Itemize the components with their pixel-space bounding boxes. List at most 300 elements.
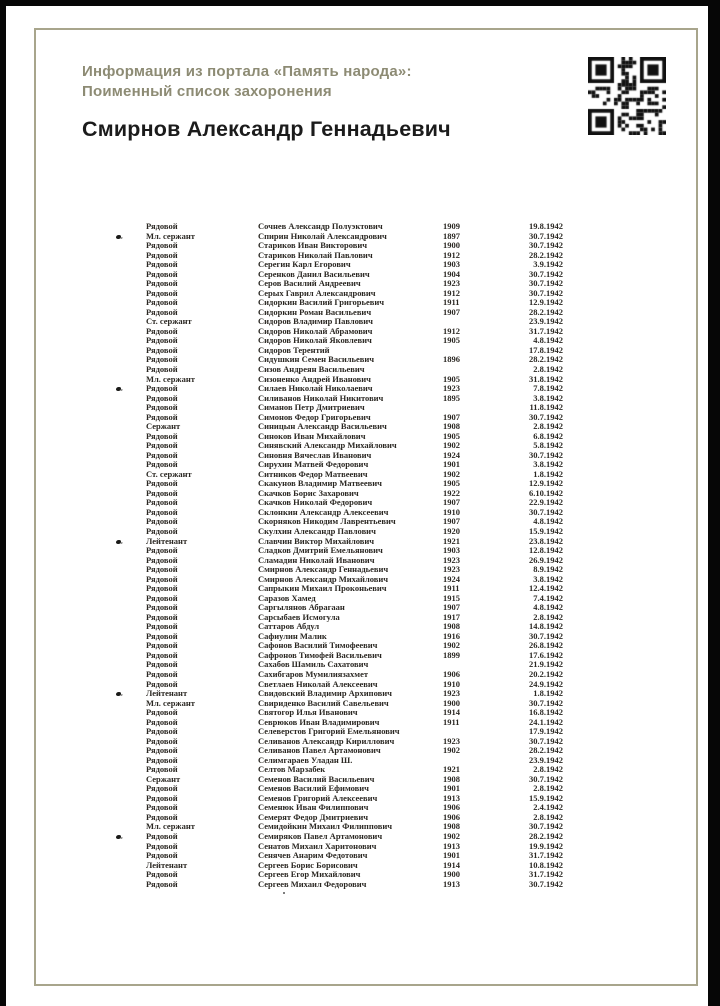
table-row — [110, 756, 570, 766]
row-margin — [110, 680, 146, 690]
birth-year-cell: 1912 — [443, 249, 460, 260]
row-margin — [110, 737, 146, 747]
death-date-cell: 15.9.1942 — [529, 526, 563, 536]
name-cell: Свидовский Владимир Архипович — [258, 689, 392, 699]
death-date-cell: 30.7.1942 — [529, 735, 563, 746]
row-margin — [110, 327, 146, 337]
name-cell: Силаев Николай Николаевич — [258, 384, 373, 394]
rank-cell: Рядовой — [146, 784, 178, 794]
table-row — [110, 308, 570, 318]
row-margin — [110, 298, 146, 308]
death-date-cell: 12.9.1942 — [529, 297, 563, 308]
birth-year-cell: 1923 — [443, 688, 460, 699]
row-margin — [110, 870, 146, 880]
name-cell: Сидоров Николай Яковлевич — [258, 336, 372, 346]
name-cell: Саргылянов Абрагаан — [258, 603, 345, 613]
name-cell: Сидоров Николай Абрамович — [258, 326, 373, 336]
burial-list — [110, 222, 570, 889]
birth-year-cell: 1923 — [443, 278, 460, 289]
birth-year-cell: 1916 — [443, 630, 460, 641]
rank-cell: Рядовой — [146, 345, 178, 355]
name-cell: Сапрыкин Михаил Проконьевич — [258, 584, 387, 594]
birth-year-cell: 1906 — [443, 802, 460, 813]
rank-cell: Рядовой — [146, 241, 178, 251]
table-row — [110, 651, 570, 661]
birth-year-cell: 1902 — [443, 640, 460, 651]
ink-mark — [110, 384, 146, 394]
table-row — [110, 527, 570, 537]
row-margin — [110, 584, 146, 594]
table-row — [110, 613, 570, 623]
birth-year-cell: 1921 — [443, 535, 460, 546]
row-margin — [110, 498, 146, 508]
death-date-cell: 30.7.1942 — [529, 268, 563, 279]
death-date-cell: 7.4.1942 — [533, 592, 563, 603]
death-date-cell: 24.9.1942 — [529, 678, 563, 689]
birth-year-cell: 1913 — [443, 878, 460, 889]
name-cell: Саразов Хамед — [258, 593, 316, 603]
row-margin — [110, 880, 146, 890]
portal-subtitle-line1: Информация из портала «Память народа»: — [82, 63, 412, 80]
birth-year-cell: 1900 — [443, 869, 460, 880]
row-margin — [110, 603, 146, 613]
row-margin — [110, 565, 146, 575]
table-row — [110, 556, 570, 566]
birth-year-cell: 1907 — [443, 497, 460, 508]
table-row — [110, 575, 570, 585]
row-margin — [110, 346, 146, 356]
table-row — [110, 384, 570, 394]
birth-year-cell: 1908 — [443, 621, 460, 632]
rank-cell: Рядовой — [146, 727, 178, 737]
death-date-cell: 7.8.1942 — [533, 383, 563, 394]
rank-cell: Рядовой — [146, 669, 178, 679]
table-row — [110, 432, 570, 442]
death-date-cell: 3.8.1942 — [533, 573, 563, 584]
birth-year-cell: 1914 — [443, 707, 460, 718]
name-cell: Стариков Иван Викторович — [258, 241, 368, 251]
row-margin — [110, 441, 146, 451]
name-cell: Скачков Борис Захарович — [258, 488, 359, 498]
rank-cell: Рядовой — [146, 403, 178, 413]
name-cell: Сизов Андреян Васильевич — [258, 364, 365, 374]
death-date-cell: 12.9.1942 — [529, 478, 563, 489]
table-row — [110, 260, 570, 270]
row-margin — [110, 784, 146, 794]
birth-year-cell: 1903 — [443, 545, 460, 556]
portal-subtitle-line2: Поименный список захоронения — [82, 82, 332, 100]
rank-cell: Рядовой — [146, 584, 178, 594]
name-cell: Сафиулин Малик — [258, 631, 327, 641]
name-cell: Сидоркин Василий Григорьевич — [258, 298, 385, 308]
table-row — [110, 813, 570, 823]
row-margin — [110, 251, 146, 261]
birth-year-cell: 1901 — [443, 783, 460, 794]
row-margin — [110, 260, 146, 270]
table-row — [110, 375, 570, 385]
table-row — [110, 470, 570, 480]
rank-cell: Рядовой — [146, 250, 178, 260]
rank-cell: Рядовой — [146, 641, 178, 651]
birth-year-cell: 1903 — [443, 259, 460, 270]
row-margin — [110, 708, 146, 718]
ink-mark-blob — [116, 692, 121, 696]
row-margin — [110, 556, 146, 566]
birth-year-cell: 1906 — [443, 668, 460, 679]
birth-year-cell: 1924 — [443, 449, 460, 460]
row-margin — [110, 375, 146, 385]
row-margin — [110, 451, 146, 461]
rank-cell: Рядовой — [146, 488, 178, 498]
rank-cell: Рядовой — [146, 441, 178, 451]
name-cell: Синицын Александр Васильевич — [258, 422, 387, 432]
rank-cell: Рядовой — [146, 498, 178, 508]
table-row — [110, 660, 570, 670]
name-cell: Семиряков Павел Артамонович — [258, 832, 383, 841]
death-date-cell: 2.4.1942 — [533, 802, 563, 813]
row-margin — [110, 641, 146, 651]
table-row — [110, 803, 570, 813]
death-date-cell: 2.8.1942 — [533, 363, 563, 374]
row-margin — [110, 718, 146, 728]
rank-cell: Рядовой — [146, 269, 178, 279]
birth-year-cell: 1907 — [443, 516, 460, 527]
death-date-cell: 5.8.1942 — [533, 440, 563, 451]
death-date-cell: 22.9.1942 — [529, 497, 563, 508]
row-margin — [110, 861, 146, 871]
birth-year-cell: 1904 — [443, 268, 460, 279]
birth-year-cell: 1921 — [443, 764, 460, 775]
death-date-cell: 31.8.1942 — [529, 373, 563, 384]
birth-year-cell: 1907 — [443, 602, 460, 613]
table-row — [110, 289, 570, 299]
table-row — [110, 794, 570, 804]
rank-cell: Рядовой — [146, 527, 178, 536]
row-margin — [110, 813, 146, 823]
death-date-cell: 31.7.1942 — [529, 850, 563, 861]
death-date-cell: 6.10.1942 — [529, 487, 563, 498]
rank-cell: Рядовой — [146, 574, 178, 584]
death-date-cell: 23.9.1942 — [529, 316, 563, 327]
name-cell: Сидоров Владимир Павлович — [258, 317, 373, 327]
row-margin — [110, 517, 146, 527]
death-date-cell: 21.9.1942 — [529, 659, 563, 670]
table-row — [110, 632, 570, 642]
birth-year-cell: 1905 — [443, 478, 460, 489]
table-row — [110, 460, 570, 470]
death-date-cell: 23.9.1942 — [529, 754, 563, 765]
birth-year-cell: 1912 — [443, 287, 460, 298]
rank-cell: Рядовой — [146, 612, 178, 622]
rank-cell: Рядовой — [146, 555, 178, 565]
death-date-cell: 3.9.1942 — [533, 259, 563, 270]
row-margin — [110, 546, 146, 556]
rank-cell: Рядовой — [146, 260, 178, 270]
birth-year-cell: 1897 — [443, 230, 460, 241]
row-margin — [110, 289, 146, 299]
name-cell: Смирнов Александр Геннадьевич — [258, 565, 389, 575]
table-row — [110, 222, 570, 232]
name-cell: Сламадин Николай Иванович — [258, 555, 375, 565]
death-date-cell: 12.8.1942 — [529, 545, 563, 556]
birth-year-cell: 1908 — [443, 821, 460, 832]
table-row — [110, 298, 570, 308]
birth-year-cell: 1902 — [443, 468, 460, 479]
row-margin — [110, 822, 146, 832]
birth-year-cell: 1923 — [443, 564, 460, 575]
row-margin — [110, 355, 146, 365]
birth-year-cell: 1908 — [443, 773, 460, 784]
name-cell: Семенов Василий Ефимович — [258, 784, 369, 794]
death-date-cell: 23.8.1942 — [529, 535, 563, 546]
table-row — [110, 870, 570, 880]
birth-year-cell: 1900 — [443, 240, 460, 251]
birth-year-cell: 1906 — [443, 811, 460, 822]
name-cell: Синявский Александр Михайлович — [258, 441, 397, 451]
death-date-cell: 31.7.1942 — [529, 869, 563, 880]
rank-cell: Рядовой — [146, 279, 178, 289]
name-cell: Силиванов Николай Никитович — [258, 393, 384, 403]
death-date-cell: 15.9.1942 — [529, 792, 563, 803]
death-date-cell: 16.8.1942 — [529, 707, 563, 718]
name-cell: Свириденко Василий Савельевич — [258, 698, 389, 708]
table-row — [110, 689, 570, 699]
table-row — [110, 355, 570, 365]
rank-cell: Сержант — [146, 422, 181, 432]
birth-year-cell: 1913 — [443, 792, 460, 803]
birth-year-cell: 1911 — [443, 716, 460, 727]
rank-cell: Рядовой — [146, 384, 178, 394]
row-margin — [110, 622, 146, 632]
birth-year-cell: 1901 — [443, 850, 460, 861]
rank-cell: Рядовой — [146, 326, 178, 336]
name-cell: Семенюк Иван Филиппович — [258, 803, 369, 813]
name-cell: Сенатов Михаил Харитонович — [258, 841, 377, 851]
table-row — [110, 546, 570, 556]
name-cell: Синовня Вячеслав Иванович — [258, 450, 372, 460]
row-margin — [110, 851, 146, 861]
table-row — [110, 680, 570, 690]
table-row — [110, 365, 570, 375]
death-date-cell: 28.2.1942 — [529, 249, 563, 260]
rank-cell: Рядовой — [146, 851, 178, 861]
birth-year-cell: 1905 — [443, 430, 460, 441]
death-date-cell: 1.8.1942 — [533, 468, 563, 479]
page-title: Смирнов Александр Геннадьевич — [82, 117, 451, 141]
table-row — [110, 498, 570, 508]
row-margin — [110, 336, 146, 346]
death-date-cell: 30.7.1942 — [529, 697, 563, 708]
name-cell: Селиванов Павел Артамонович — [258, 746, 381, 756]
rank-cell: Рядовой — [146, 546, 178, 556]
rank-cell: Рядовой — [146, 736, 178, 746]
table-row — [110, 670, 570, 680]
row-margin — [110, 479, 146, 489]
row-margin — [110, 470, 146, 480]
portal-subtitle — [82, 62, 542, 101]
row-margin — [110, 727, 146, 737]
table-row — [110, 822, 570, 832]
rank-cell: Рядовой — [146, 660, 178, 670]
birth-year-cell: 1907 — [443, 306, 460, 317]
name-cell: Сенячев Анарим Федотович — [258, 851, 368, 861]
rank-cell: Рядовой — [146, 517, 178, 527]
birth-year-cell: 1923 — [443, 554, 460, 565]
table-row — [110, 861, 570, 871]
table-row — [110, 422, 570, 432]
death-date-cell: 28.2.1942 — [529, 354, 563, 365]
table-row — [110, 517, 570, 527]
row-margin — [110, 575, 146, 585]
row-margin — [110, 308, 146, 318]
row-margin — [110, 699, 146, 709]
row-margin — [110, 279, 146, 289]
death-date-cell: 30.7.1942 — [529, 411, 563, 422]
row-margin — [110, 394, 146, 404]
row-margin — [110, 613, 146, 623]
rank-cell: Рядовой — [146, 793, 178, 803]
table-row — [110, 251, 570, 261]
row-margin — [110, 317, 146, 327]
table-row — [110, 279, 570, 289]
birth-year-cell: 1901 — [443, 459, 460, 470]
table-row — [110, 327, 570, 337]
birth-year-cell: 1900 — [443, 697, 460, 708]
name-cell: Серегин Карл Егорович — [258, 260, 351, 270]
death-date-cell: 31.7.1942 — [529, 325, 563, 336]
death-date-cell: 2.8.1942 — [533, 764, 563, 775]
name-cell: Сергеев Борис Борисович — [258, 860, 358, 870]
birth-year-cell: 1895 — [443, 392, 460, 403]
death-date-cell: 30.7.1942 — [529, 878, 563, 889]
name-cell: Сарсыбаев Исмогула — [258, 612, 340, 622]
rank-cell: Рядовой — [146, 755, 178, 765]
name-cell: Севрюков Иван Владимирович — [258, 717, 380, 727]
ink-mark-blob — [116, 235, 121, 239]
birth-year-cell: 1902 — [443, 831, 460, 841]
name-cell: Скулхин Александр Павлович — [258, 527, 376, 536]
name-cell: Склонкин Александр Алексеевич — [258, 507, 389, 517]
name-cell: Ситников Федор Матвеевич — [258, 469, 368, 479]
row-margin — [110, 222, 146, 232]
table-row — [110, 851, 570, 861]
name-cell: Славчин Виктор Михайлович — [258, 536, 375, 546]
row-margin — [110, 594, 146, 604]
rank-cell: Мл. сержант — [146, 822, 195, 832]
table-row — [110, 832, 570, 842]
table-row — [110, 451, 570, 461]
death-date-cell: 28.2.1942 — [529, 745, 563, 756]
table-row — [110, 537, 570, 547]
death-date-cell: 2.8.1942 — [533, 811, 563, 822]
rank-cell: Рядовой — [146, 879, 178, 889]
row-margin — [110, 241, 146, 251]
name-cell: Семенов Василий Васильевич — [258, 774, 375, 784]
name-cell: Смирнов Александр Михайлович — [258, 574, 389, 584]
birth-year-cell: 1923 — [443, 383, 460, 394]
death-date-cell: 4.8.1942 — [533, 516, 563, 527]
rank-cell: Рядовой — [146, 765, 178, 775]
rank-cell: Рядовой — [146, 593, 178, 603]
birth-year-cell: 1899 — [443, 649, 460, 660]
table-row — [110, 737, 570, 747]
ink-mark — [110, 832, 146, 842]
birth-year-cell: 1912 — [443, 325, 460, 336]
row-margin — [110, 756, 146, 766]
rank-cell: Рядовой — [146, 812, 178, 822]
table-row — [110, 641, 570, 651]
death-date-cell: 30.7.1942 — [529, 506, 563, 517]
row-margin — [110, 651, 146, 661]
name-cell: Симонов Федор Григорьевич — [258, 412, 371, 422]
death-date-cell: 24.1.1942 — [529, 716, 563, 727]
name-cell: Сочнев Александр Полуэктович — [258, 222, 383, 231]
table-row — [110, 317, 570, 327]
table-row — [110, 336, 570, 346]
row-margin — [110, 794, 146, 804]
birth-year-cell: 1924 — [443, 573, 460, 584]
ink-speck — [283, 892, 285, 894]
name-cell: Семерят Федор Дмитриевич — [258, 812, 369, 822]
rank-cell: Мл. сержант — [146, 698, 195, 708]
rank-cell: Рядовой — [146, 717, 178, 727]
row-margin — [110, 660, 146, 670]
death-date-cell: 30.7.1942 — [529, 287, 563, 298]
table-row — [110, 441, 570, 451]
rank-cell: Рядовой — [146, 222, 178, 231]
table-row — [110, 508, 570, 518]
rank-cell: Рядовой — [146, 708, 178, 718]
table-row — [110, 565, 570, 575]
death-date-cell: 30.7.1942 — [529, 240, 563, 251]
name-cell: Сахибгаров Мумилиязахмет — [258, 669, 369, 679]
name-cell: Сидушкин Семен Васильевич — [258, 355, 375, 365]
name-cell: Симанов Петр Дмитриевич — [258, 403, 365, 413]
name-cell: Сергеев Михаил Федорович — [258, 879, 367, 889]
death-date-cell: 19.9.1942 — [529, 840, 563, 851]
ink-mark-blob — [116, 540, 121, 544]
row-margin — [110, 508, 146, 518]
death-date-cell: 11.8.1942 — [529, 402, 563, 413]
birth-year-cell: 1909 — [443, 221, 460, 231]
birth-year-cell: 1908 — [443, 421, 460, 432]
rank-cell: Мл. сержант — [146, 231, 195, 241]
row-margin — [110, 413, 146, 423]
name-cell: Скакунов Владимир Матвеевич — [258, 479, 382, 489]
name-cell: Сахабов Шамиль Сахатович — [258, 660, 369, 670]
birth-year-cell: 1917 — [443, 611, 460, 622]
birth-year-cell: 1905 — [443, 335, 460, 346]
rank-cell: Лейтенант — [146, 536, 188, 546]
table-row — [110, 270, 570, 280]
death-date-cell: 26.8.1942 — [529, 640, 563, 651]
table-row — [110, 413, 570, 423]
death-date-cell: 17.6.1942 — [529, 649, 563, 660]
death-date-cell: 30.7.1942 — [529, 230, 563, 241]
rank-cell: Сержант — [146, 774, 181, 784]
rank-cell: Рядовой — [146, 650, 178, 660]
row-margin — [110, 489, 146, 499]
death-date-cell: 17.9.1942 — [529, 726, 563, 737]
rank-cell: Рядовой — [146, 870, 178, 880]
name-cell: Скачков Николай Федорович — [258, 498, 373, 508]
name-cell: Семенов Григорий Алексеевич — [258, 793, 378, 803]
table-row — [110, 489, 570, 499]
table-row — [110, 784, 570, 794]
name-cell: Сидоров Терентий — [258, 345, 330, 355]
death-date-cell: 2.8.1942 — [533, 611, 563, 622]
death-date-cell: 30.7.1942 — [529, 821, 563, 832]
